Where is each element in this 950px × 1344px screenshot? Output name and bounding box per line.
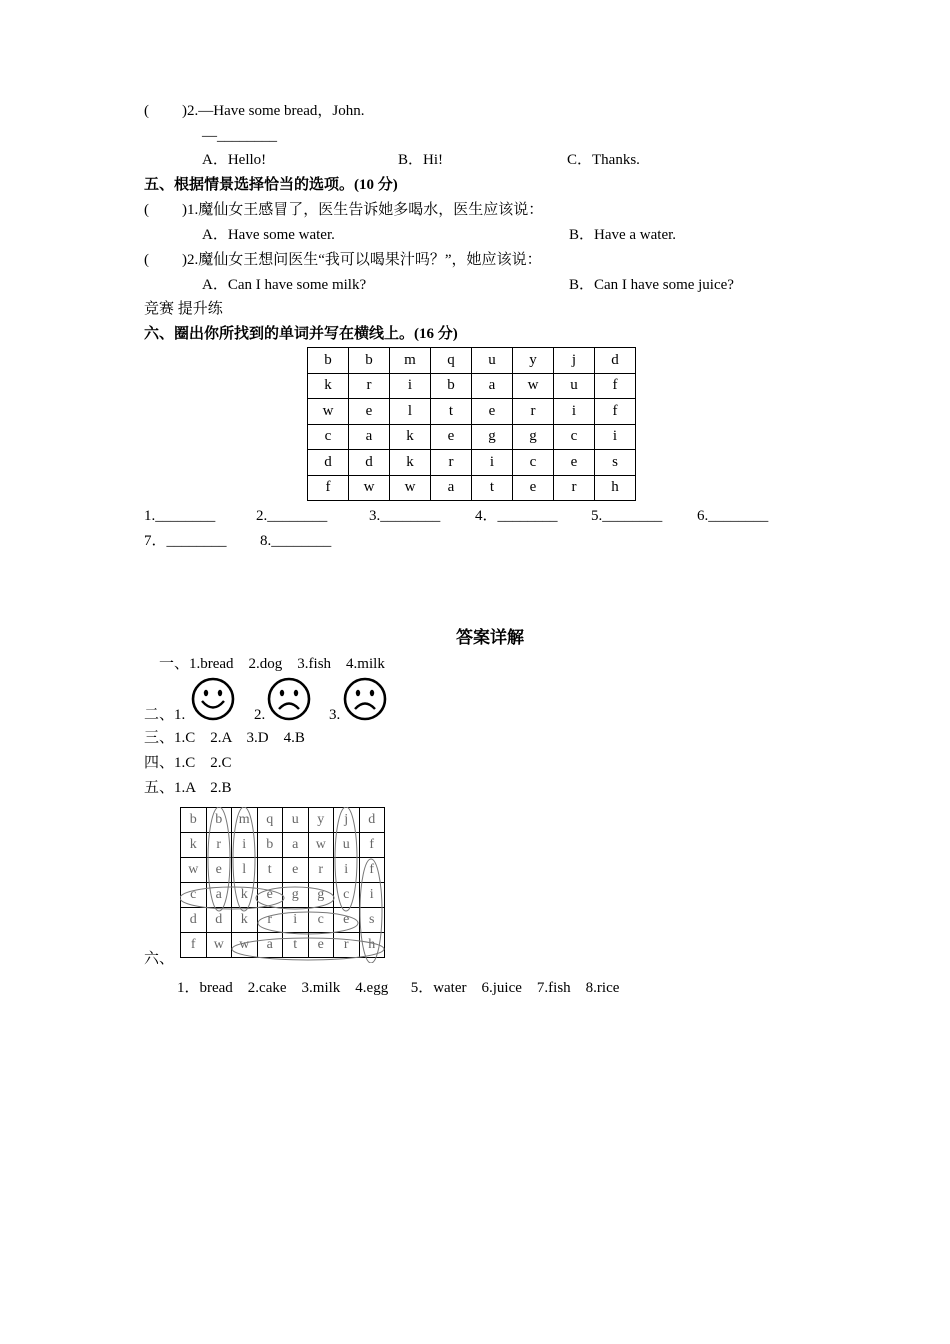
answers-s2-prefix: 二、1. [144,707,186,723]
answer-grid-letter-cell: e [206,858,232,883]
grid-letter-cell: i [595,424,636,450]
grid-letter-cell: u [472,348,513,374]
answer-grid-letter-cell: u [283,808,309,833]
answers-s3: 三、1.C 2.A 3.D 4.B [144,730,305,746]
q4-2-option-b: B．Hi! [398,152,444,168]
answer-grid-letter-cell: r [308,858,334,883]
grid-letter-cell: r [513,399,554,425]
answer-grid-letter-cell: k [232,883,258,908]
answers-s5: 五、1.A 2.B [144,780,232,796]
q4-2-option-c: C．Thanks. [567,152,640,168]
answer-grid-letter-cell: f [181,933,207,958]
answer-grid-letter-cell: e [283,858,309,883]
grid-letter-cell: l [390,399,431,425]
grid-letter-cell: i [472,450,513,476]
answer-grid-letter-cell: d [181,908,207,933]
answers-s4: 四、1.C 2.C [144,755,232,771]
answer-grid-letter-cell: f [359,858,385,883]
grid-letter-row [308,348,636,374]
q5-2-option-a: A．Can I have some milk? [202,277,367,293]
blank-4[interactable]: 4．________ [475,508,558,524]
q4-2-text: )2.—Have some bread，John. [182,103,365,119]
answer-grid-letter-cell: r [206,833,232,858]
grid-letter-cell: r [431,450,472,476]
grid-letter-cell: c [554,424,595,450]
answer-grid-letter-cell: y [308,808,334,833]
grid-letter-cell: y [513,348,554,374]
section6-title: 六、圈出你所找到的单词并写在横线上。(16 分) [144,326,458,342]
answer-grid-letter-cell: e [257,883,283,908]
competition-label: 竞赛 提升练 [144,301,223,317]
grid-letter-cell: f [595,399,636,425]
answer-grid-letter-cell: b [206,808,232,833]
grid-letter-cell: g [472,424,513,450]
answer-grid-letter-cell: f [359,833,385,858]
answer-grid-letter-cell: l [232,858,258,883]
grid-letter-cell: k [308,373,349,399]
smile-face-icon [190,676,236,722]
grid-letter-cell: r [349,373,390,399]
sad-face-icon [266,676,312,722]
q5-1-paren: ( [144,202,149,218]
word-search-grid [307,347,636,501]
q5-1-option-a: A．Have some water. [202,227,335,243]
answer-grid-letter-cell: a [257,933,283,958]
grid-letter-cell: b [308,348,349,374]
answers-s2-label-3: 3. [329,707,341,723]
grid-letter-cell: f [595,373,636,399]
blank-7[interactable]: 7．________ [144,533,227,549]
grid-letter-row [308,424,636,450]
grid-letter-cell: d [308,450,349,476]
answer-grid-letter-row [181,883,385,908]
q5-2-text: )2.魔仙女王想问医生“我可以喝果汁吗？”，她应该说： [182,252,542,268]
answer-grid-letter-row [181,858,385,883]
blank-3[interactable]: 3.________ [369,508,441,524]
answer-grid-letter-cell: i [359,883,385,908]
grid-letter-cell: e [472,399,513,425]
grid-letter-cell: q [431,348,472,374]
grid-letter-cell: h [595,475,636,501]
q5-1-option-b: B．Have a water. [569,227,677,243]
answers-s2-label-2: 2. [254,707,266,723]
answer-grid-letter-cell: e [308,933,334,958]
answer-grid-letter-cell: j [334,808,360,833]
grid-letter-cell: w [308,399,349,425]
grid-letter-cell: d [349,450,390,476]
answer-grid-letter-cell: r [257,908,283,933]
section5-title: 五、根据情景选择恰当的选项。(10 分) [144,177,398,193]
grid-letter-cell: e [513,475,554,501]
answer-grid-wrapper [180,807,385,958]
answer-grid-letter-cell: b [257,833,283,858]
answer-grid-letter-cell: u [334,833,360,858]
answer-grid-letter-cell: b [181,808,207,833]
grid-letter-cell: b [431,373,472,399]
grid-letter-cell: c [513,450,554,476]
grid-letter-cell: i [390,373,431,399]
blank-6[interactable]: 6.________ [697,508,769,524]
grid-letter-cell: e [431,424,472,450]
q5-2-paren: ( [144,252,149,268]
grid-letter-cell: b [349,348,390,374]
grid-letter-cell: a [472,373,513,399]
answer-grid-letter-cell: c [181,883,207,908]
q4-2-option-a: A．Hello! [202,152,267,168]
blank-5[interactable]: 5.________ [591,508,663,524]
grid-letter-cell: f [308,475,349,501]
answer-grid-letter-row [181,833,385,858]
blank-2[interactable]: 2.________ [256,508,328,524]
answer-grid-letter-cell: i [334,858,360,883]
answer-grid-letter-cell: m [232,808,258,833]
answer-grid-letter-cell: g [308,883,334,908]
grid-letter-cell: a [431,475,472,501]
answer-grid-letter-cell: a [206,883,232,908]
grid-letter-cell: r [554,475,595,501]
answer-grid-letter-cell: k [181,833,207,858]
grid-letter-cell: t [431,399,472,425]
answer-word-search-grid [180,807,385,958]
grid-letter-row [308,399,636,425]
answers-s6-words: 1．bread 2.cake 3.milk 4.egg 5．water 6.juice 7.fish 8.rice [177,980,620,996]
answer-grid-letter-cell: t [257,858,283,883]
answer-grid-letter-cell: w [181,858,207,883]
grid-letter-row [308,373,636,399]
answer-grid-letter-row [181,808,385,833]
answer-grid-letter-cell: r [334,933,360,958]
answer-grid-letter-cell: t [283,933,309,958]
answer-grid-letter-cell: k [232,908,258,933]
answer-grid-letter-row [181,933,385,958]
q5-1-text: )1.魔仙女王感冒了，医生告诉她多喝水，医生应该说： [182,202,544,218]
answer-grid-letter-cell: q [257,808,283,833]
grid-letter-cell: e [349,399,390,425]
answer-grid-letter-cell: c [308,908,334,933]
blank-1[interactable]: 1.________ [144,508,216,524]
grid-letter-cell: m [390,348,431,374]
grid-letter-row [308,475,636,501]
answer-grid-letter-cell: h [359,933,385,958]
grid-letter-cell: w [349,475,390,501]
grid-letter-cell: j [554,348,595,374]
grid-letter-cell: i [554,399,595,425]
answer-grid-letter-cell: i [232,833,258,858]
answers-title: 答案详解 [456,628,524,648]
q5-2-option-b: B．Can I have some juice? [569,277,734,293]
answer-grid-letter-cell: e [334,908,360,933]
q4-2-paren: ( [144,103,149,119]
grid-letter-cell: u [554,373,595,399]
answer-grid-letter-cell: s [359,908,385,933]
grid-letter-cell: c [308,424,349,450]
grid-letter-cell: g [513,424,554,450]
q4-2-answer-blank[interactable]: —________ [202,128,277,144]
answer-grid-letter-cell: w [308,833,334,858]
answer-grid-letter-cell: d [359,808,385,833]
answer-grid-letter-row [181,908,385,933]
answers-s6-prefix: 六、 [144,951,175,967]
grid-letter-cell: w [513,373,554,399]
answer-grid-letter-cell: a [283,833,309,858]
answer-grid-letter-cell: w [232,933,258,958]
sad-face-icon [342,676,388,722]
grid-letter-cell: a [349,424,390,450]
answers-s1: 一、1.bread 2.dog 3.fish 4.milk [159,656,385,672]
blank-8[interactable]: 8.________ [260,533,332,549]
grid-letter-cell: k [390,424,431,450]
grid-letter-row [308,450,636,476]
answer-grid-letter-cell: d [206,908,232,933]
grid-letter-cell: w [390,475,431,501]
grid-letter-cell: k [390,450,431,476]
grid-letter-cell: s [595,450,636,476]
answer-grid-letter-cell: w [206,933,232,958]
grid-letter-cell: t [472,475,513,501]
answer-grid-letter-cell: c [334,883,360,908]
grid-letter-cell: e [554,450,595,476]
answer-grid-letter-cell: i [283,908,309,933]
grid-letter-cell: d [595,348,636,374]
answer-grid-letter-cell: g [283,883,309,908]
